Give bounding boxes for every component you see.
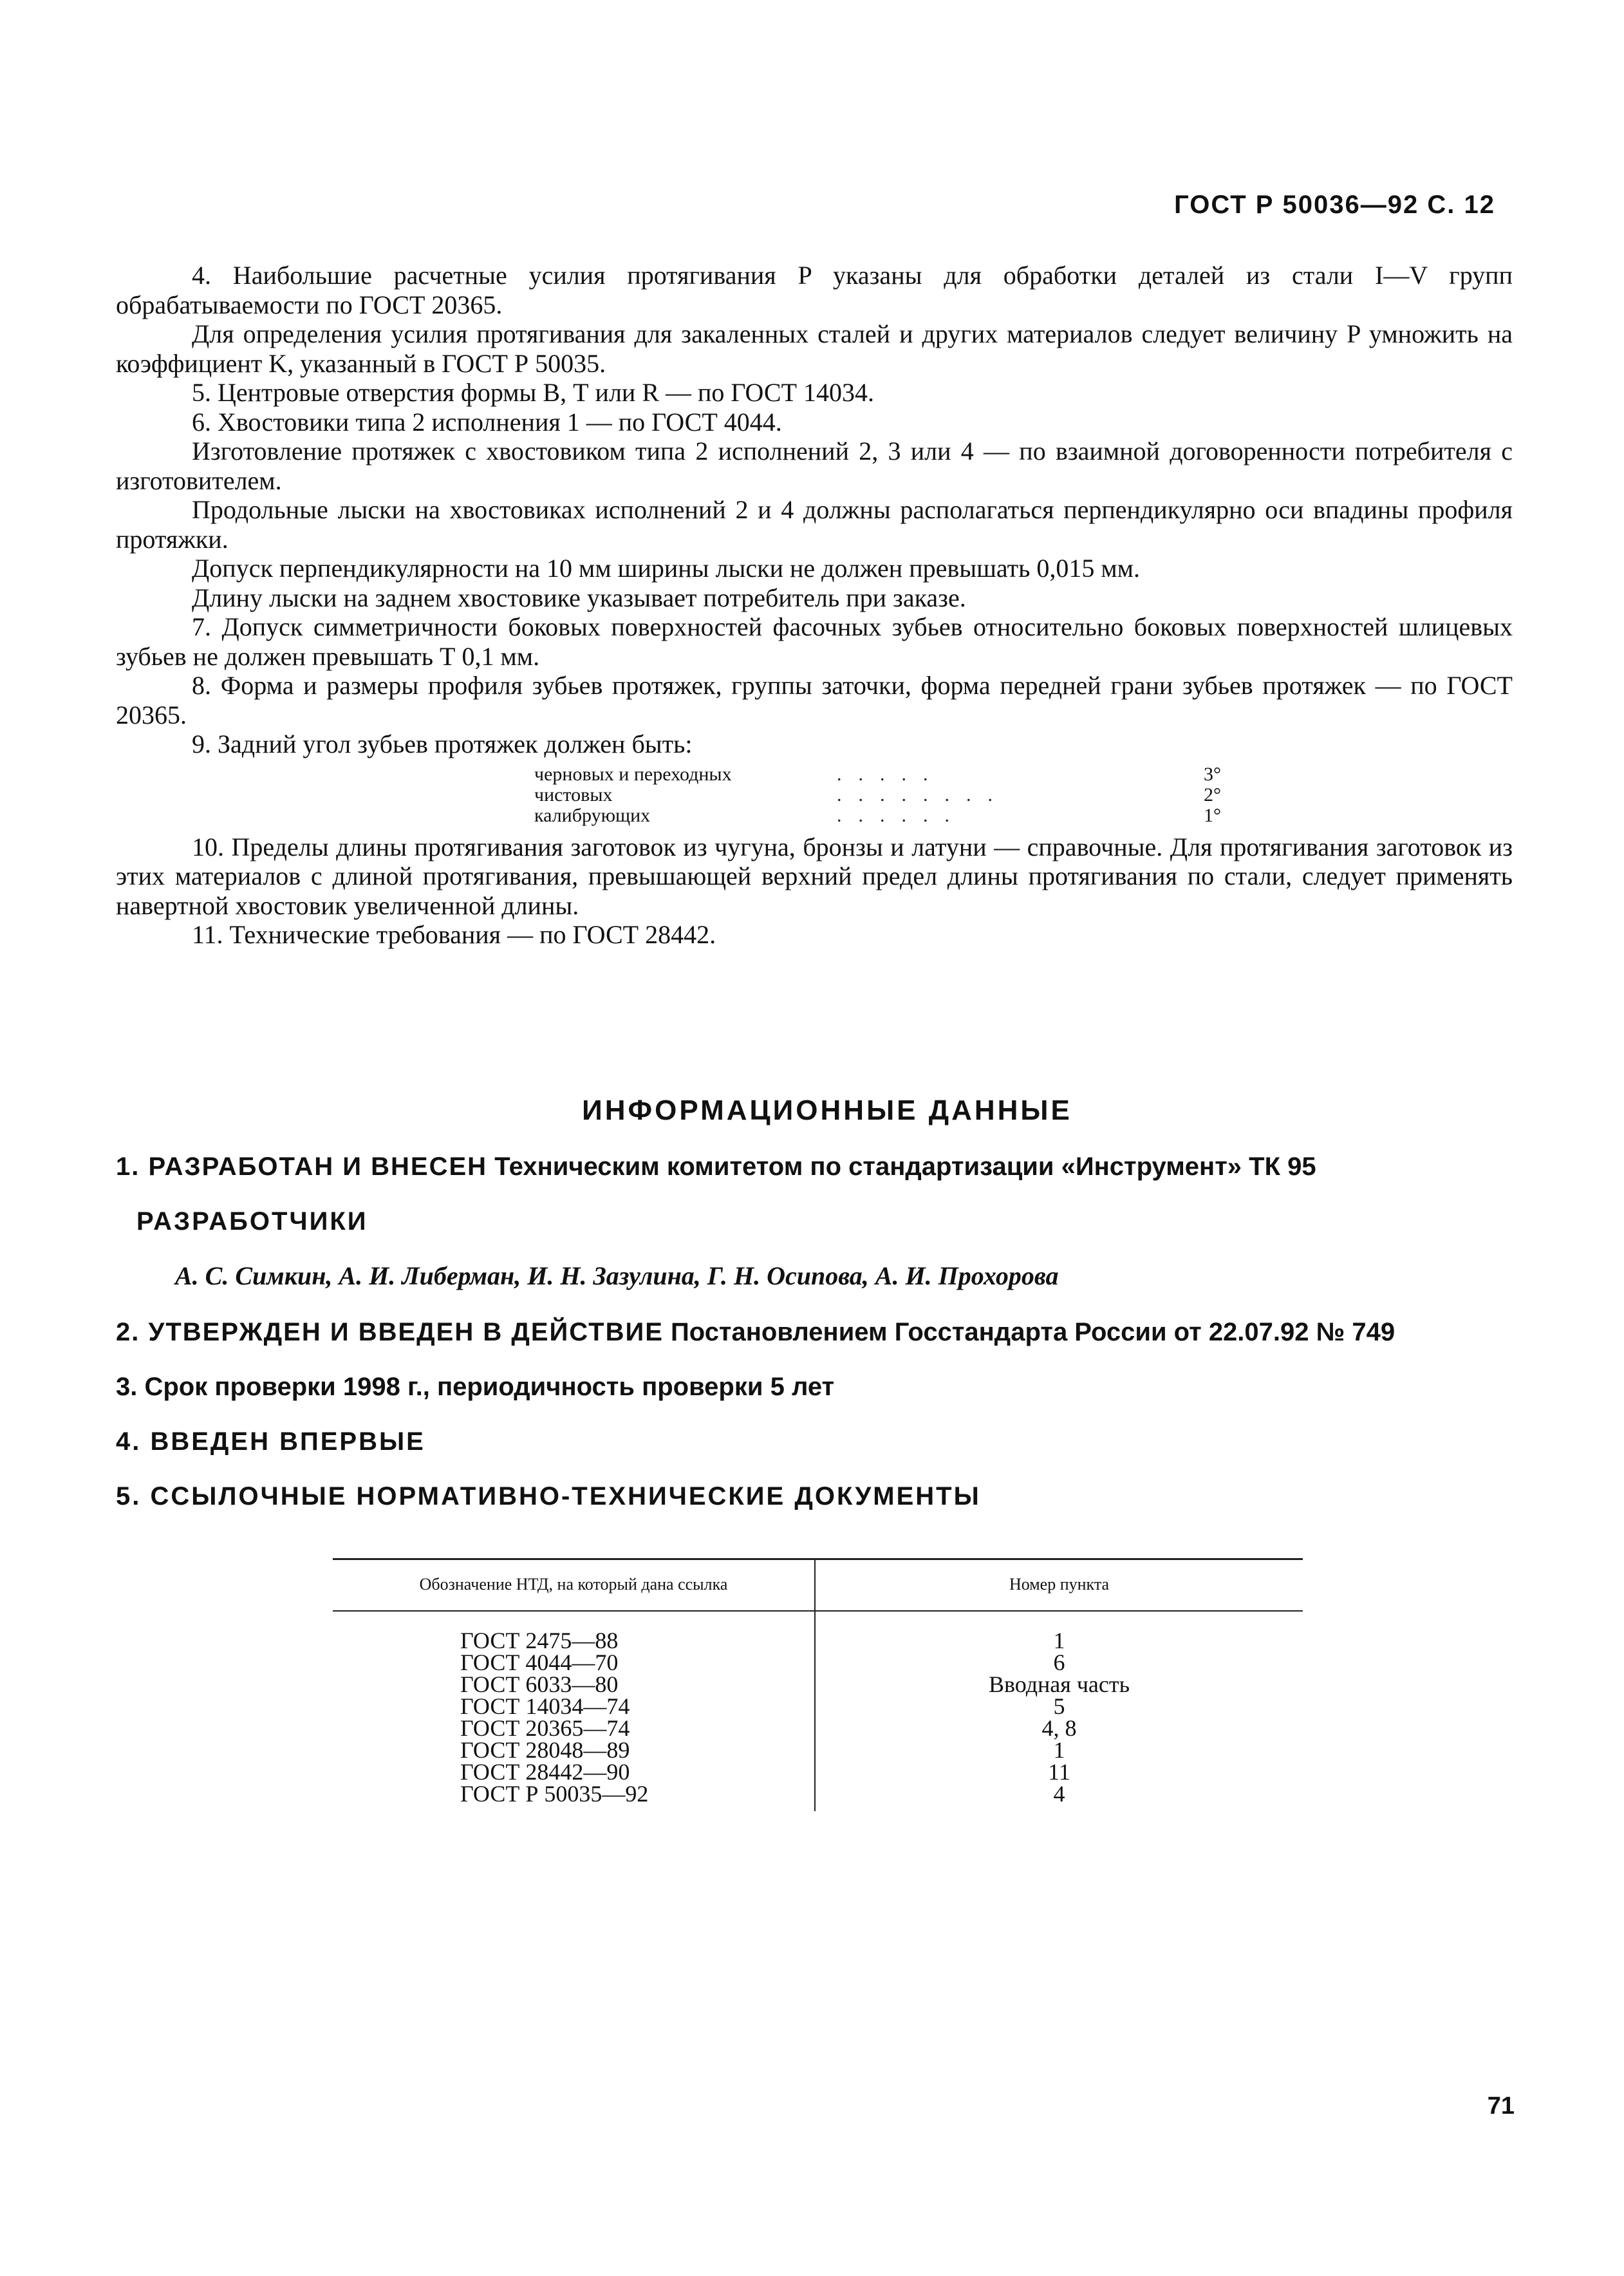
info-item-1 <box>116 1152 1513 1181</box>
note-6: 6. Хвостовики типа 2 исполнения 1 — по ГОСТ 4044. <box>192 407 782 437</box>
document-cell: ГОСТ 28048—89 <box>460 1737 630 1763</box>
document-cell: ГОСТ 28442—90 <box>460 1759 630 1785</box>
table-row <box>333 1611 1303 1811</box>
column-header-document: Обозначение НТД, на который дана ссылка <box>333 1559 815 1612</box>
item-cell: 6 <box>1053 1650 1065 1675</box>
note-10: 10. Пределы длины протягивания заготовок из чугуна, бронзы и латуни — справочные. Для протягивания заготовок из этих материалов с длиной протягивания, превышающей верхний предел длины протягивания по стали, следует применять навертной хвостовик увеличенной длины. <box>116 832 1513 920</box>
note-6-flats: Продольные лыски на хвостовиках исполнений 2 и 4 должны располагаться перпендикулярно оси впадины профиля протяжки. <box>116 495 1513 554</box>
item-cell: 4, 8 <box>1041 1715 1077 1741</box>
angle-value: 3° <box>1204 763 1221 785</box>
leader-dots: ........ <box>837 784 1009 805</box>
document-cell: ГОСТ 2475—88 <box>460 1628 619 1653</box>
note-4: 4. Наибольшие расчетные усилия протягивания P указаны для обработки деталей из стали I—V групп обрабатываемости по ГОСТ 20365. <box>116 261 1513 319</box>
document-cell: ГОСТ 14034—74 <box>460 1693 630 1719</box>
table-body <box>333 1611 1303 1811</box>
note-11: 11. Технические требования — по ГОСТ 28442. <box>192 920 716 949</box>
angle-name: чистовых <box>534 784 613 805</box>
info-item-label: 1. РАЗРАБОТАН И ВНЕСЕН <box>116 1152 488 1181</box>
developers-title: РАЗРАБОТЧИКИ <box>136 1207 368 1236</box>
technical-notes <box>116 261 1513 950</box>
developers-list: А. С. Симкин, А. И. Либерман, И. Н. Зазулина, Г. Н. Осипова, А. И. Прохорова <box>175 1261 1059 1290</box>
item-cell: 1 <box>1053 1628 1065 1653</box>
angle-row <box>534 805 1242 826</box>
item-cell-list <box>815 1611 1303 1811</box>
item-cell: Вводная часть <box>988 1671 1130 1697</box>
document-cell: ГОСТ 4044—70 <box>460 1650 619 1675</box>
leader-dots: ...... <box>837 804 966 826</box>
angle-name: калибрующих <box>534 804 651 826</box>
table-header-row <box>333 1559 1303 1612</box>
clearance-angle-list <box>534 764 1242 826</box>
info-item-3: 3. Срок проверки 1998 г., периодичность проверки 5 лет <box>116 1373 835 1401</box>
angle-value: 2° <box>1204 784 1221 805</box>
note-7: 7. Допуск симметричности боковых поверхностей фасочных зубьев относительно боковых поверхностей шлицевых зубьев не должен превышать Т 0,1 мм. <box>116 612 1513 671</box>
item-cell: 5 <box>1053 1693 1065 1719</box>
info-item-text: Техническим комитетом по стандартизации «Инструмент» ТК 95 <box>494 1152 1316 1181</box>
angle-name: черновых и переходных <box>534 763 732 785</box>
note-6-tolerance: Допуск перпендикулярности на 10 мм ширины лыски не должен превышать 0,015 мм. <box>192 554 1140 583</box>
info-item-4: 4. ВВЕДЕН ВПЕРВЫЕ <box>116 1427 425 1456</box>
page-number: 71 <box>1487 2093 1515 2120</box>
note-8: 8. Форма и размеры профиля зубьев протяжек, группы заточки, форма передней грани зубьев протяжек — по ГОСТ 20365. <box>116 671 1513 729</box>
document-cell: ГОСТ 6033—80 <box>460 1671 619 1697</box>
section-title: ИНФОРМАЦИОННЫЕ ДАННЫЕ <box>582 1095 1072 1126</box>
information-data-section <box>116 1095 1513 1537</box>
page-header: ГОСТ Р 50036—92 С. 12 <box>1174 191 1495 219</box>
angle-value: 1° <box>1204 804 1221 826</box>
item-cell: 4 <box>1053 1781 1065 1807</box>
angle-row <box>534 785 1242 805</box>
info-item-label: 2. УТВЕРЖДЕН И ВВЕДЕН В ДЕЙСТВИЕ <box>116 1318 664 1346</box>
document-cell: ГОСТ 20365—74 <box>460 1715 630 1741</box>
note-6-manufacture: Изготовление протяжек с хвостовиком типа 2 исполнений 2, 3 или 4 — по взаимной договоренности потребителя с изготовителем. <box>116 437 1513 495</box>
leader-dots: ..... <box>837 763 945 785</box>
info-item-text: Постановлением Госстандарта России от 22.07.92 № 749 <box>671 1318 1395 1346</box>
item-cell: 1 <box>1053 1737 1065 1763</box>
note-5: 5. Центровые отверстия формы В, Т или R — по ГОСТ 14034. <box>192 378 875 407</box>
note-9: 9. Задний угол зубьев протяжек должен быть: <box>192 729 693 758</box>
note-6-flat-length: Длину лыски на заднем хвостовике указывает потребитель при заказе. <box>192 583 966 612</box>
info-item-5: 5. ССЫЛОЧНЫЕ НОРМАТИВНО-ТЕХНИЧЕСКИЕ ДОКУМЕНТЫ <box>116 1482 981 1510</box>
column-header-item: Номер пункта <box>815 1559 1303 1612</box>
reference-documents-table <box>333 1558 1303 1811</box>
item-cell: 11 <box>1048 1759 1070 1785</box>
info-item-2 <box>116 1318 1513 1347</box>
document-cell-list <box>333 1611 815 1811</box>
note-4-continued: Для определения усилия протягивания для закаленных сталей и других материалов следует величину P умножить на коэффициент K, указанный в ГОСТ Р 50035. <box>116 319 1513 378</box>
developers-names <box>175 1261 1513 1291</box>
document-cell: ГОСТ Р 50035—92 <box>460 1781 649 1807</box>
angle-row <box>534 764 1242 785</box>
